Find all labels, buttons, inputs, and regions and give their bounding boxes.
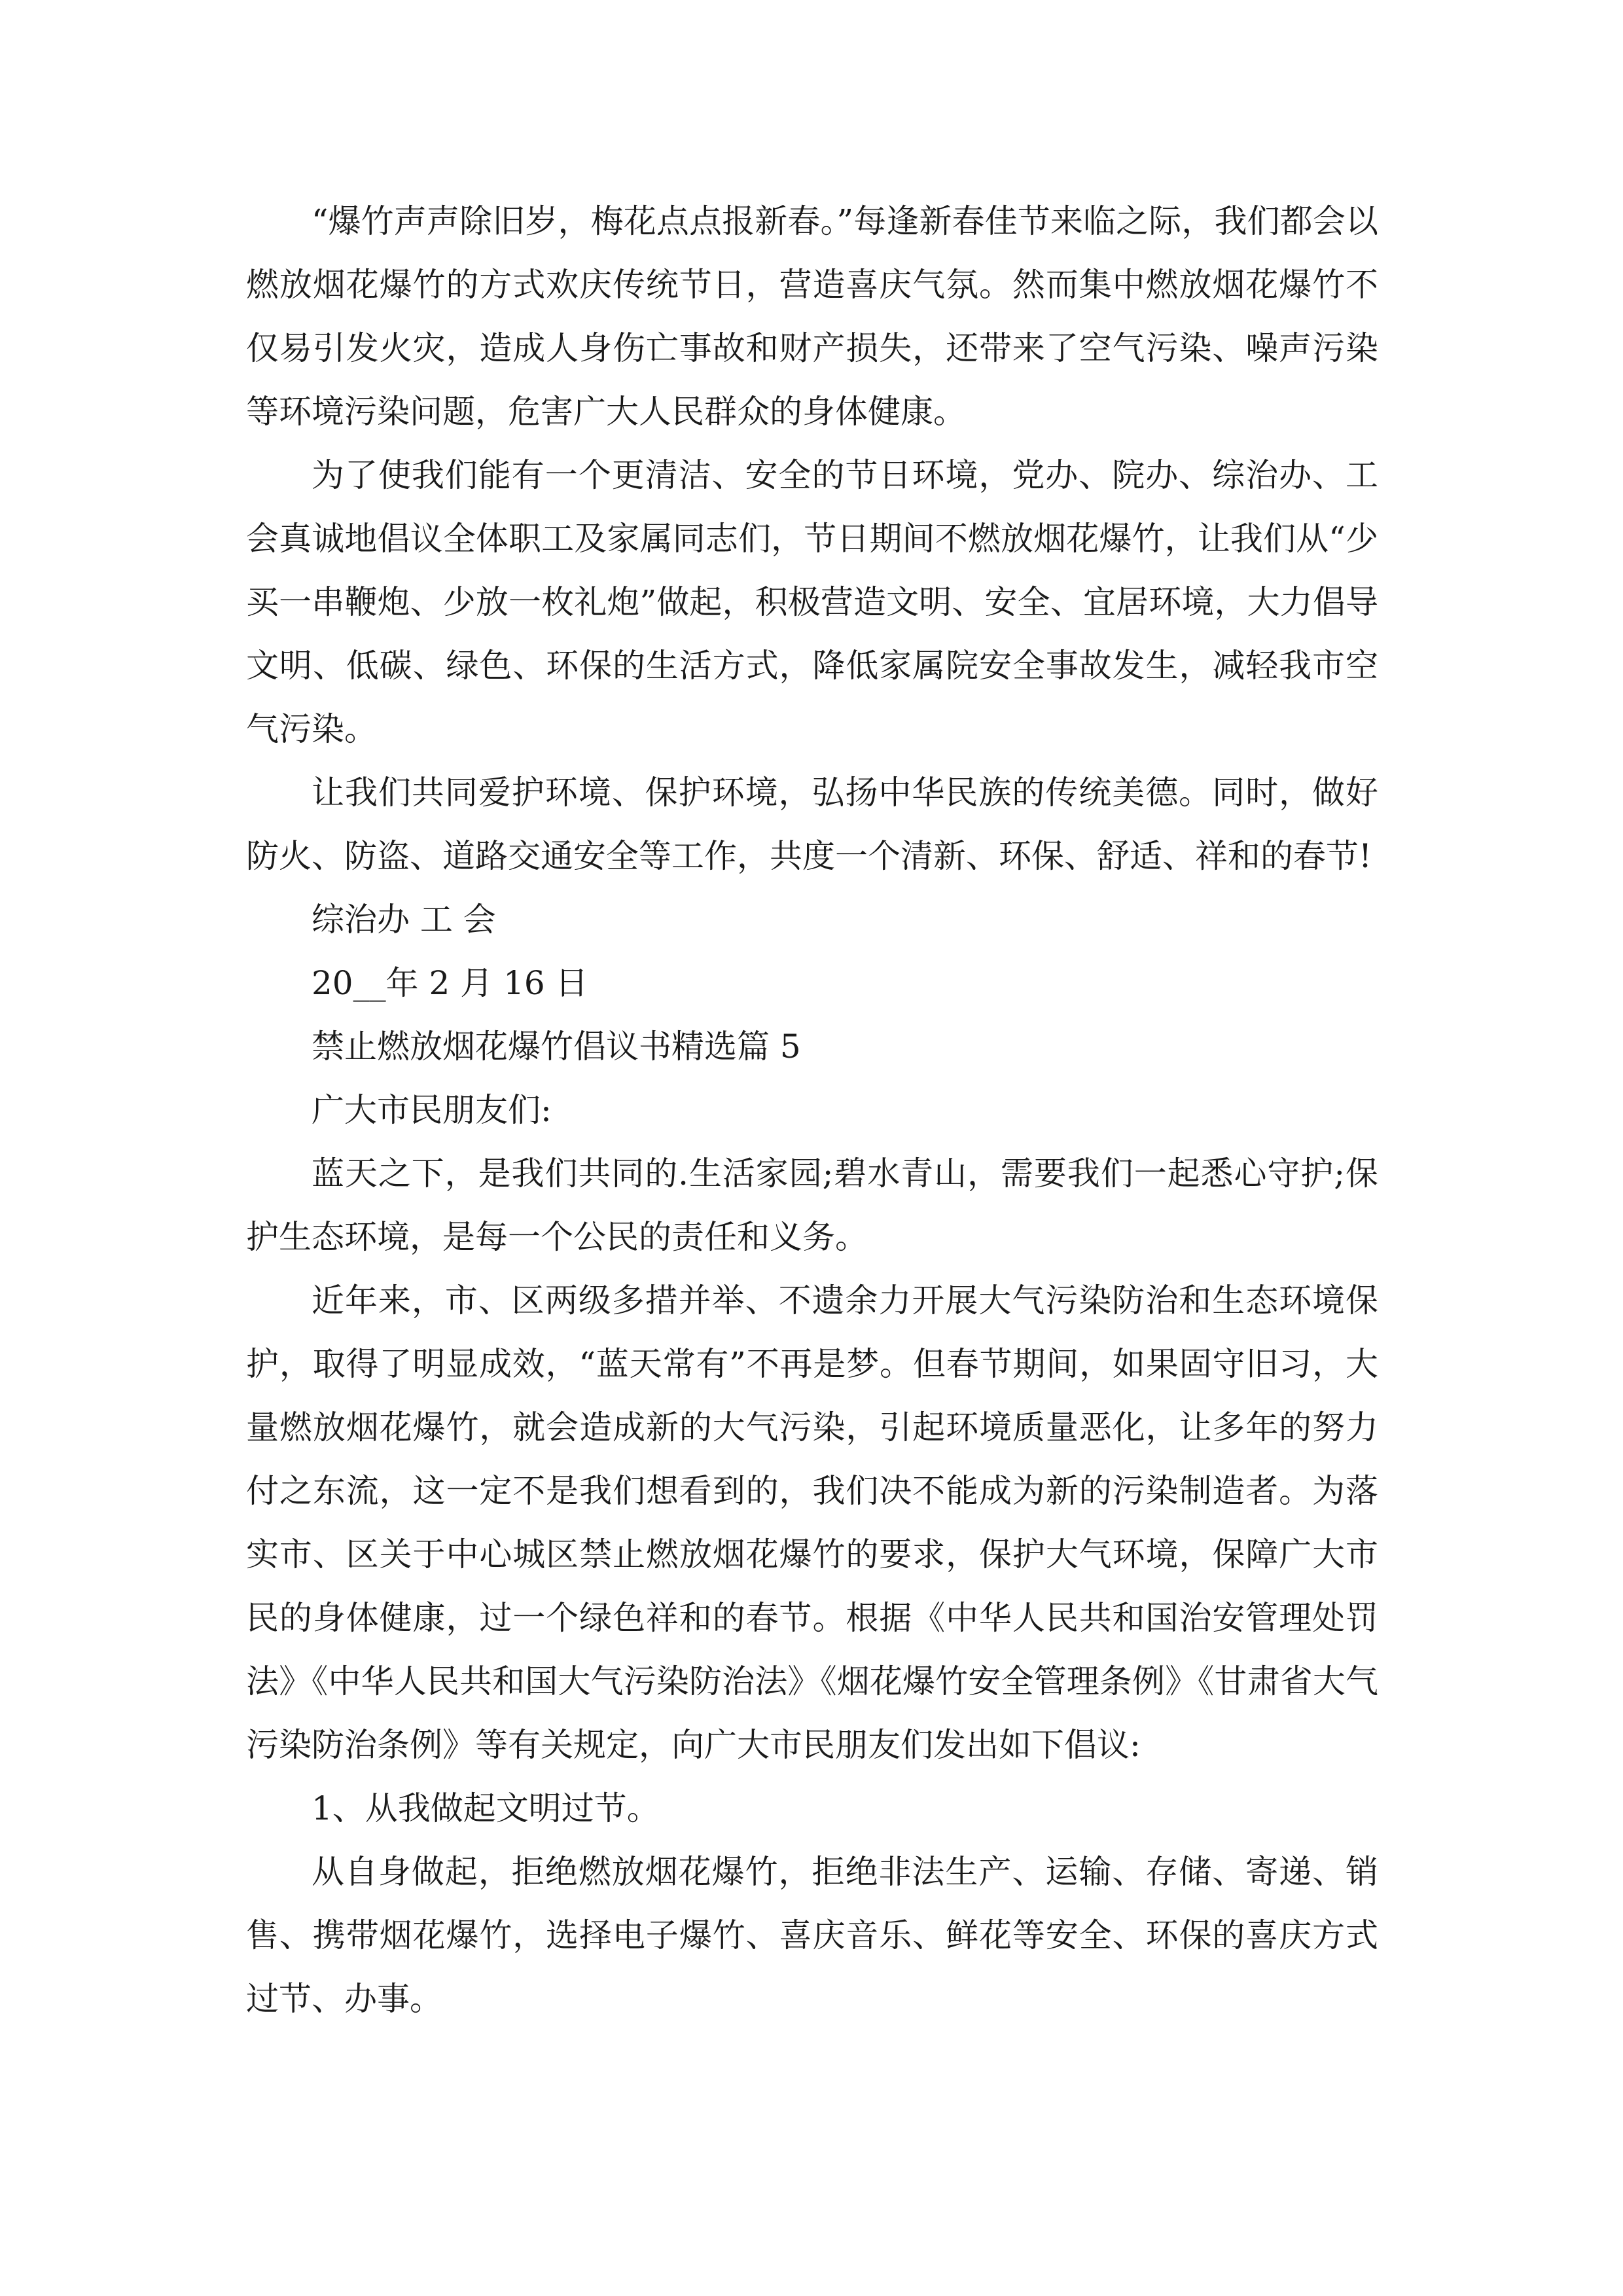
paragraph-appeal: 让我们共同爱护环境、保护环境，弘扬中华民族的传统美德。同时，做好防火、防盗、道路交通安全等工作，共度一个清新、环保、舒适、祥和的春节! <box>246 774 1378 875</box>
signature: 综治办 工 会 <box>312 901 496 939</box>
section-title: 禁止燃放烟花爆竹倡议书精选篇 5 <box>312 1028 801 1066</box>
item-1-title: 1、从我做起文明过节。 <box>312 1789 660 1827</box>
document-body <box>246 190 1378 2031</box>
paragraph-blue-sky: 蓝天之下，是我们共同的.生活家园;碧水青山，需要我们一起悉心守护;保护生态环境，是每一个公民的责任和义务。 <box>246 1155 1378 1256</box>
paragraph-initiative: 为了使我们能有一个更清洁、安全的节日环境，党办、院办、综治办、工会真诚地倡议全体职工及家属同志们，节日期间不燃放烟花爆竹，让我们从“少买一串鞭炮、少放一枚礼炮”做起，积极营造文明、安全、宜居环境，大力倡导文明、低碳、绿色、环保的生活方式，降低家属院安全事故发生，减轻我市空气污染。 <box>246 456 1378 748</box>
date: 20__年 2 月 16 日 <box>312 964 588 1002</box>
salutation: 广大市民朋友们: <box>312 1091 552 1129</box>
paragraph-background: 近年来，市、区两级多措并举、不遗余力开展大气污染防治和生态环境保护，取得了明显成效，“蓝天常有”不再是梦。但春节期间，如果固守旧习，大量燃放烟花爆竹，就会造成新的大气污染，引起环境质量恶化，让多年的努力付之东流，这一定不是我们想看到的，我们决不能成为新的污染制造者。为落实市、区关于中心城区禁止燃放烟花爆竹的要求，保护大气环境，保障广大市民的身体健康，过一个绿色祥和的春节。根据《中华人民共和国治安管理处罚法》《中华人民共和国大气污染防治法》《烟花爆竹安全管理条例》《甘肃省大气污染防治条例》等有关规定，向广大市民朋友们发出如下倡议: <box>246 1282 1378 1764</box>
paragraph-intro: “爆竹声声除旧岁，梅花点点报新春。”每逢新春佳节来临之际，我们都会以燃放烟花爆竹的方式欢庆传统节日，营造喜庆气氛。然而集中燃放烟花爆竹不仅易引发火灾，造成人身伤亡事故和财产损失，还带来了空气污染、噪声污染等环境污染问题，危害广大人民群众的身体健康。 <box>246 202 1378 431</box>
item-1-body: 从自身做起，拒绝燃放烟花爆竹，拒绝非法生产、运输、存储、寄递、销售、携带烟花爆竹，选择电子爆竹、喜庆音乐、鲜花等安全、环保的喜庆方式过节、办事。 <box>246 1853 1378 2018</box>
